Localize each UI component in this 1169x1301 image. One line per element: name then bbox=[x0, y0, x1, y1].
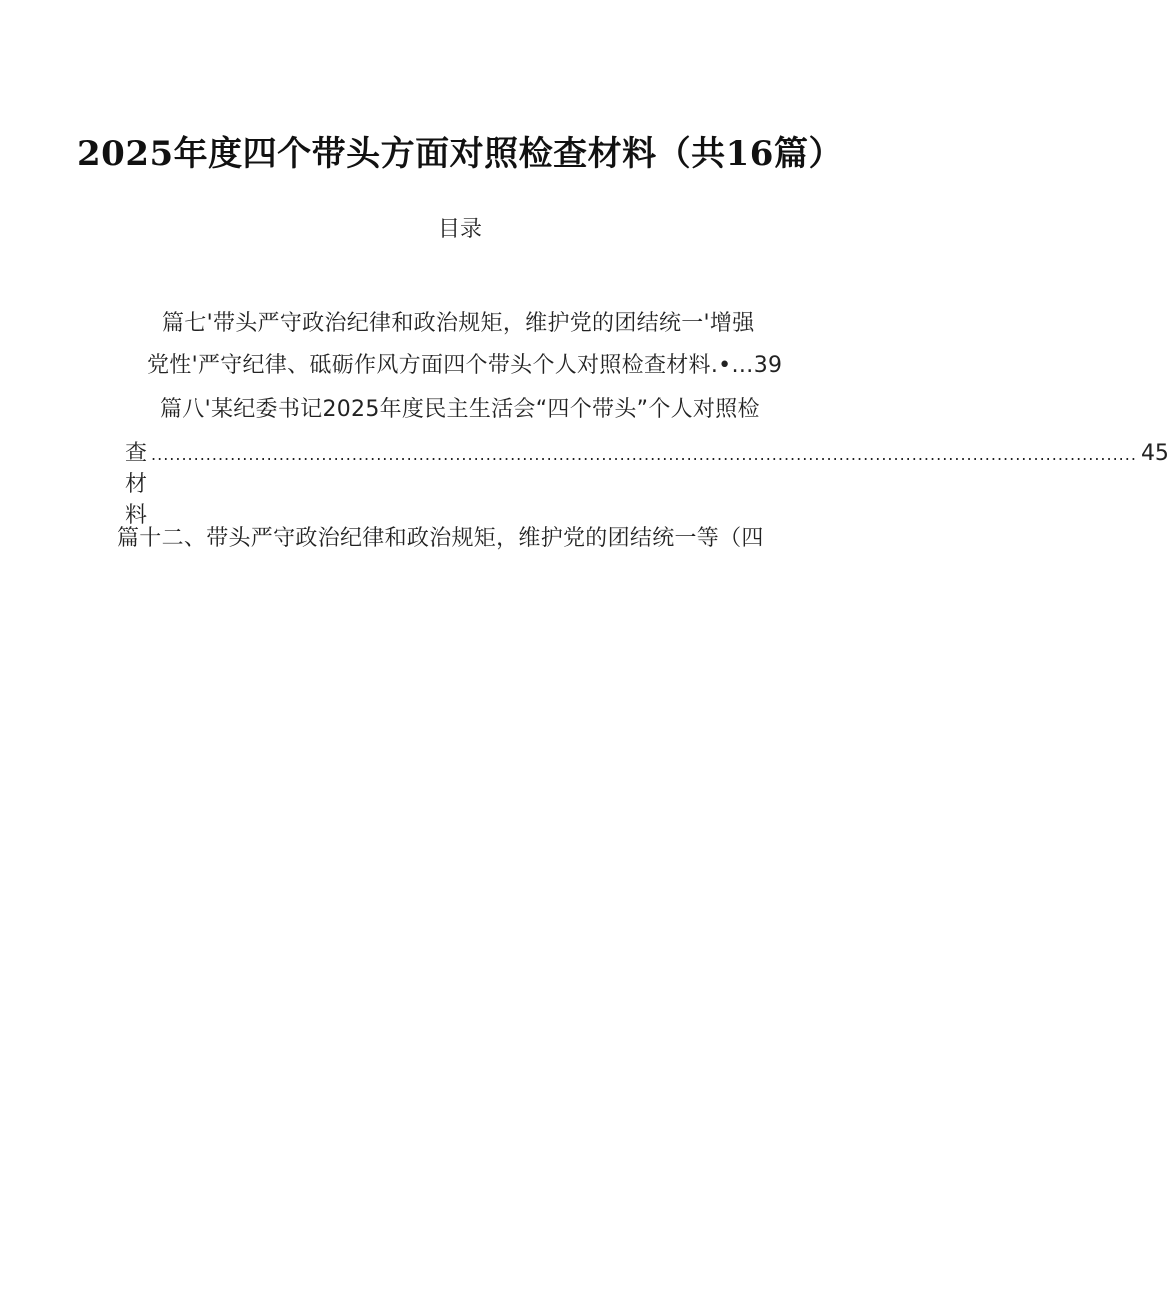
toc-entry-7-line-2[interactable]: 党性'严守纪律、砥砺作风方面四个带头个人对照检查材料.•…39 bbox=[147, 353, 783, 378]
toc-leader-dots: .................................................................................................................................................................. bbox=[151, 445, 1137, 464]
toc-heading: 目录 bbox=[437, 217, 482, 242]
section-heading-12: 篇十二、带头严守政治纪律和政治规矩，维护党的团结统一等（四 bbox=[117, 526, 764, 551]
toc-entry-8-text: 查材料 bbox=[125, 441, 148, 528]
toc-page-number: 45 bbox=[1140, 441, 1169, 466]
toc-entry-8-line-1[interactable]: 篇八'某纪委书记2025年度民主生活会“四个带头”个人对照检 bbox=[160, 397, 760, 422]
toc-entry-7-line-1[interactable]: 篇七'带头严守政治纪律和政治规矩，维护党的团结统一'增强 bbox=[162, 311, 755, 336]
toc-entry-8-line-2[interactable] bbox=[125, 436, 1169, 529]
document-title: 2025年度四个带头方面对照检查材料（共16篇） bbox=[77, 134, 843, 174]
